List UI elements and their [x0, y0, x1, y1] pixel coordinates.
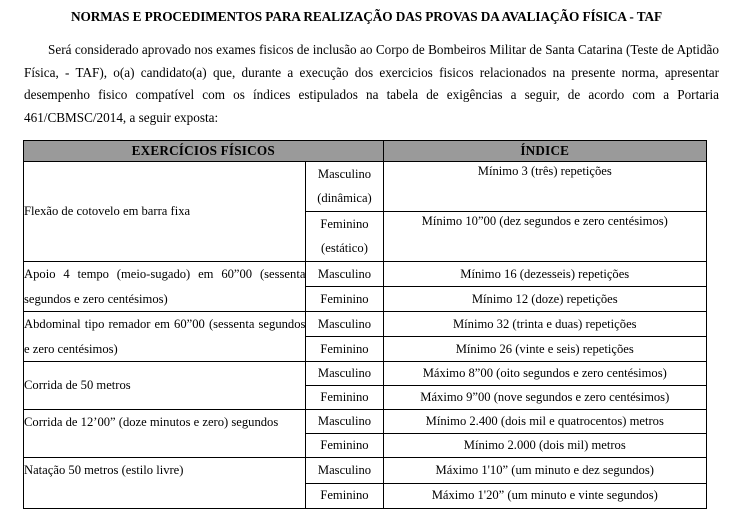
- gender-cell: Feminino: [306, 386, 383, 410]
- index-cell: Máximo 1'20” (um minuto e vinte segundos): [383, 483, 706, 509]
- gender-cell: [306, 211, 383, 261]
- gender-cell: Masculino: [306, 458, 383, 484]
- table-row: [24, 161, 707, 211]
- exercise-name-cell: Abdominal tipo remador em 60”00 (sessenta segundos e zero centésimos): [24, 312, 306, 362]
- gender-cell: Feminino: [306, 337, 383, 362]
- index-cell: Mínimo 12 (doze) repetições: [383, 287, 706, 312]
- page-title: NORMAS E PROCEDIMENTOS PARA REALIZAÇÃO DAS PROVAS DA AVALIAÇÃO FÍSICA - TAF: [70, 9, 663, 24]
- exercise-name-cell: Flexão de cotovelo em barra fixa: [24, 161, 306, 261]
- table-row: [24, 312, 707, 337]
- table-row: [24, 458, 707, 484]
- gender-label: Feminino: [320, 216, 369, 231]
- exercise-name-cell: Apoio 4 tempo (meio-sugado) em 60”00 (sessenta segundos e zero centésimos): [24, 261, 306, 311]
- index-cell: Mínimo 16 (dezesseis) repetições: [383, 261, 706, 286]
- intro-paragraph: Será considerado aprovado nos exames fisicos de inclusão ao Corpo de Bombeiros Militar de Santa Catarina (Teste de Aptidão Física, - TAF), o(a) candidato(a) que, durante a execução dos exercicios fisicos relacionados na presente norma, apresentar desempenho fisico compatível com os índices estipulados na tabela de exigências a seguir, de acordo com a Portaria 461/CBMSC/2014, a seguir exposta:: [24, 41, 719, 126]
- index-cell: Máximo 8”00 (oito segundos e zero centésimos): [383, 362, 706, 386]
- index-cell: Mínimo 26 (vinte e seis) repetições: [383, 337, 706, 362]
- column-header-index: ÍNDICE: [383, 140, 706, 161]
- table-row: [24, 261, 707, 286]
- gender-cell: Feminino: [306, 287, 383, 312]
- index-cell: Mínimo 32 (trinta e duas) repetições: [383, 312, 706, 337]
- index-cell: Máximo 9”00 (nove segundos e zero centésimos): [383, 386, 706, 410]
- gender-cell: Masculino: [306, 261, 383, 286]
- exercise-name-cell: Natação 50 metros (estilo livre): [24, 458, 306, 509]
- table-head: [24, 140, 707, 161]
- gender-cell: Masculino: [306, 362, 383, 386]
- gender-cell: [306, 161, 383, 211]
- table-body: [24, 161, 707, 508]
- exercise-name-cell: Corrida de 12’00” (doze minutos e zero) segundos: [24, 410, 306, 458]
- column-header-exercises: EXERCÍCIOS FÍSICOS: [24, 140, 384, 161]
- index-cell: Mínimo 2.000 (dois mil) metros: [383, 434, 706, 458]
- gender-cell: Masculino: [306, 410, 383, 434]
- table-row: [24, 362, 707, 386]
- gender-label: Masculino: [317, 166, 372, 181]
- requirements-table: [23, 140, 707, 509]
- index-cell: Máximo 1'10” (um minuto e dez segundos): [383, 458, 706, 484]
- gender-cell: Feminino: [306, 434, 383, 458]
- index-cell: Mínimo 3 (três) repetições: [383, 161, 706, 211]
- index-cell: Mínimo 10”00 (dez segundos e zero centésimos): [383, 211, 706, 261]
- gender-cell: Feminino: [306, 483, 383, 509]
- table-header-row: [24, 140, 707, 161]
- modality-label: (dinâmica): [317, 191, 372, 206]
- table-row: [24, 410, 707, 434]
- exercise-name-cell: Corrida de 50 metros: [24, 362, 306, 410]
- requirements-table-wrap: [0, 130, 733, 509]
- index-cell: Mínimo 2.400 (dois mil e quatrocentos) metros: [383, 410, 706, 434]
- gender-cell: Masculino: [306, 312, 383, 337]
- modality-label: (estático): [321, 241, 368, 256]
